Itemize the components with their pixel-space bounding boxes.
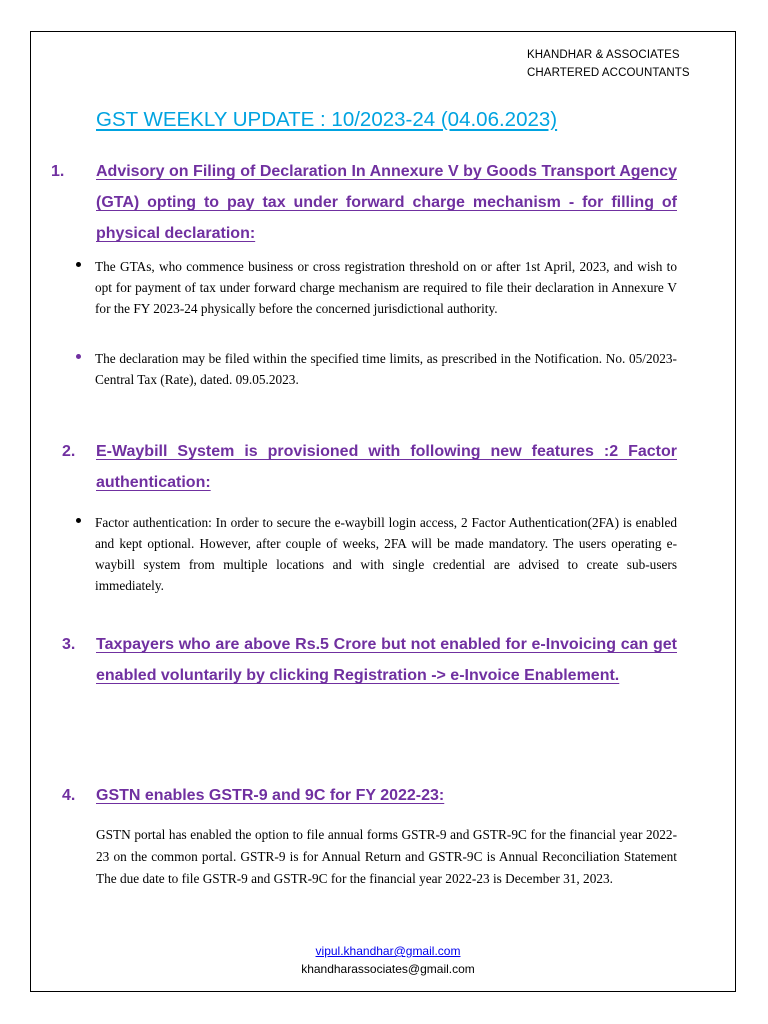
section-3-number: 3. [62,636,76,653]
firm-name: KHANDHAR & ASSOCIATES [527,49,680,61]
footer-email-secondary: khandharassociates@gmail.com [301,962,475,976]
bullet-icon [76,262,81,267]
document-title: GST WEEKLY UPDATE : 10/2023-24 (04.06.2023) [96,108,558,131]
section-1-bullet-2 [74,348,677,390]
bullet-text: The GTAs, who commence business or cross registration threshold on or after 1st April, 2023, and wish to opt for payment of tax under forward charge mechanism are required to file their declaration in Annexure V for the FY 2023-24 physically before the concerned jurisdictional authority. [95,259,677,316]
section-2-bullet-1 [74,512,677,596]
section-1-bullet-1 [74,256,677,319]
bullet-icon [76,518,81,523]
section-3-heading: Taxpayers who are above Rs.5 Crore but not enabled for e-Invoicing can get enabled voluntarily by clicking Registration -> e-Invoice Enablement. [96,636,677,684]
section-1-heading: Advisory on Filing of Declaration In Annexure V by Goods Transport Agency (GTA) opting to pay tax under forward charge mechanism - for filling of physical declaration: [96,163,677,242]
section-4-paragraph: GSTN portal has enabled the option to file annual forms GSTR-9 and GSTR-9C for the financial year 2022-23 on the common portal. GSTR-9 is for Annual Return and GSTR-9C is Annual Reconciliation Statement The due date to file GSTR-9 and GSTR-9C for the financial year 2022-23 is December 31, 2023. [96,827,677,886]
section-2-number: 2. [62,443,76,460]
bullet-text: The declaration may be filed within the specified time limits, as prescribed in the Notification. No. 05/2023-Central Tax (Rate), dated. 09.05.2023. [95,351,677,387]
firm-header [527,46,690,82]
footer-email-link[interactable]: vipul.khandhar@gmail.com [315,944,461,958]
bullet-text: Factor authentication: In order to secure the e-waybill login access, 2 Factor Authentication(2FA) is enabled and kept optional. However, after couple of weeks, 2FA will be made mandatory. The users operating e-waybill system from multiple locations and with single credential are advised to create sub-users immediately. [95,515,677,593]
firm-type: CHARTERED ACCOUNTANTS [527,67,690,79]
section-4-heading: GSTN enables GSTR-9 and 9C for FY 2022-23: [96,787,445,804]
section-1-number: 1. [51,163,65,180]
bullet-icon [76,354,81,359]
section-4-number: 4. [62,787,76,804]
section-2-heading: E-Waybill System is provisioned with following new features :2 Factor authentication: [96,443,677,491]
